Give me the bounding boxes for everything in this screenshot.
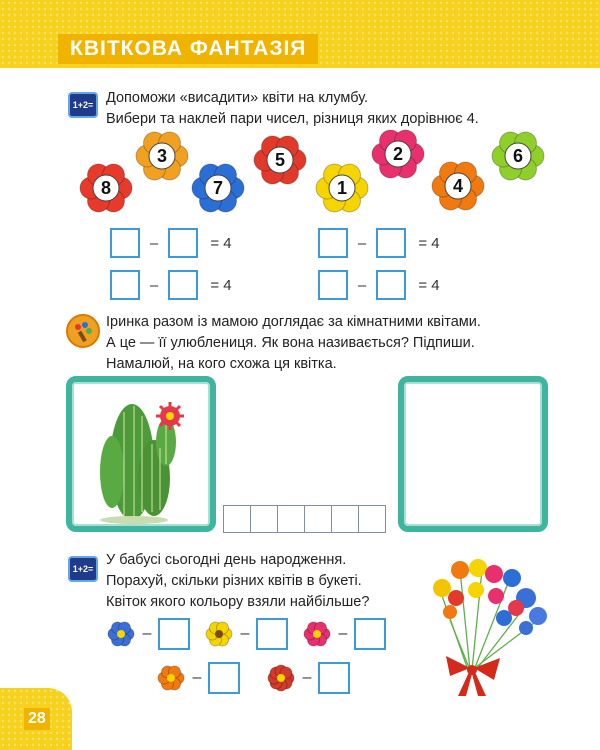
letter-cell[interactable] [223, 505, 251, 533]
name-letter-grid [224, 505, 386, 533]
answer-box[interactable] [168, 228, 198, 258]
yellow-flower-icon [204, 619, 234, 649]
letter-cell[interactable] [277, 505, 305, 533]
answer-box[interactable] [110, 228, 140, 258]
minus-sign: – [192, 669, 202, 686]
flower-number: 7 [212, 177, 223, 198]
count-row-2 [156, 662, 350, 694]
cactus-illustration [72, 382, 210, 526]
equals-four: = 4 [418, 234, 440, 252]
minus-sign: – [338, 625, 348, 642]
task3-line1: У бабусі сьогодні день народження. [106, 552, 347, 568]
number-flower[interactable] [490, 128, 546, 184]
equals-four: = 4 [418, 276, 440, 294]
answer-box[interactable] [208, 662, 240, 694]
answer-box[interactable] [168, 270, 198, 300]
equation [318, 270, 452, 300]
drawing-frame[interactable] [398, 376, 548, 532]
task3-instructions [106, 550, 426, 613]
answer-box[interactable] [256, 618, 288, 650]
title-box [58, 34, 318, 64]
letter-cell[interactable] [304, 505, 332, 533]
page-number: 28 [24, 708, 50, 730]
count-row-1 [106, 618, 386, 650]
task1-line2: Вибери та наклей пари чисел, різниця яких дорівнює 4. [106, 111, 479, 127]
number-flower[interactable] [314, 160, 370, 216]
answer-box[interactable] [376, 270, 406, 300]
number-flower[interactable] [370, 126, 426, 182]
task2-instructions [106, 312, 596, 375]
task3-line2: Порахуй, скільки різних квітів в букеті. [106, 573, 362, 589]
number-flower[interactable] [134, 128, 190, 184]
flower-number: 8 [100, 177, 111, 198]
cactus-picture-frame [66, 376, 216, 532]
answer-box[interactable] [318, 662, 350, 694]
red-carnation-icon [266, 663, 296, 693]
math-task-icon [68, 556, 98, 582]
flower-number: 1 [336, 177, 347, 198]
number-flower[interactable] [190, 160, 246, 216]
answer-box[interactable] [318, 270, 348, 300]
task2-line2: А це — її улюблениця. Як вона називається? Підпиши. [106, 335, 475, 351]
minus-sign: – [302, 669, 312, 686]
equals-four: = 4 [210, 234, 232, 252]
letter-cell[interactable] [250, 505, 278, 533]
orange-flower-icon [156, 663, 186, 693]
equals-four: = 4 [210, 276, 232, 294]
minus-sign: – [357, 234, 367, 252]
number-flower[interactable] [252, 132, 308, 188]
letter-cell[interactable] [358, 505, 386, 533]
math-icon-label: 1+2= [72, 564, 94, 574]
flower-number: 3 [156, 145, 167, 166]
equation [110, 270, 244, 300]
task1-instructions [106, 88, 586, 130]
answer-box[interactable] [318, 228, 348, 258]
answer-box[interactable] [110, 270, 140, 300]
flower-number: 5 [274, 149, 285, 170]
blue-flower-icon [106, 619, 136, 649]
task3-line3: Квіток якого кольору взяли найбільше? [106, 594, 370, 610]
answer-box[interactable] [158, 618, 190, 650]
minus-sign: – [142, 625, 152, 642]
math-icon-label: 1+2= [72, 100, 94, 110]
pink-flower-icon [302, 619, 332, 649]
bouquet-illustration [420, 550, 560, 700]
minus-sign: – [240, 625, 250, 642]
letter-cell[interactable] [331, 505, 359, 533]
task1-line1: Допоможи «висадити» квіти на клумбу. [106, 90, 369, 106]
flower-number: 6 [512, 145, 523, 166]
equation [110, 228, 244, 258]
task2-line1: Іринка разом із мамою доглядає за кімнатними квітами. [106, 314, 481, 330]
flower-number: 2 [392, 143, 403, 164]
answer-box[interactable] [376, 228, 406, 258]
flower-number: 4 [452, 175, 463, 196]
page-number-tab [0, 688, 72, 750]
number-flower[interactable] [430, 158, 486, 214]
minus-sign: – [357, 276, 367, 294]
page-title: КВІТКОВА ФАНТАЗІЯ [70, 37, 307, 60]
minus-sign: – [149, 234, 159, 252]
minus-sign: – [149, 276, 159, 294]
equation [318, 228, 452, 258]
palette-icon [66, 314, 100, 348]
math-task-icon [68, 92, 98, 118]
header-band [0, 0, 600, 68]
task2-line3: Намалюй, на кого схожа ця квітка. [106, 356, 337, 372]
number-flower[interactable] [78, 160, 134, 216]
answer-box[interactable] [354, 618, 386, 650]
